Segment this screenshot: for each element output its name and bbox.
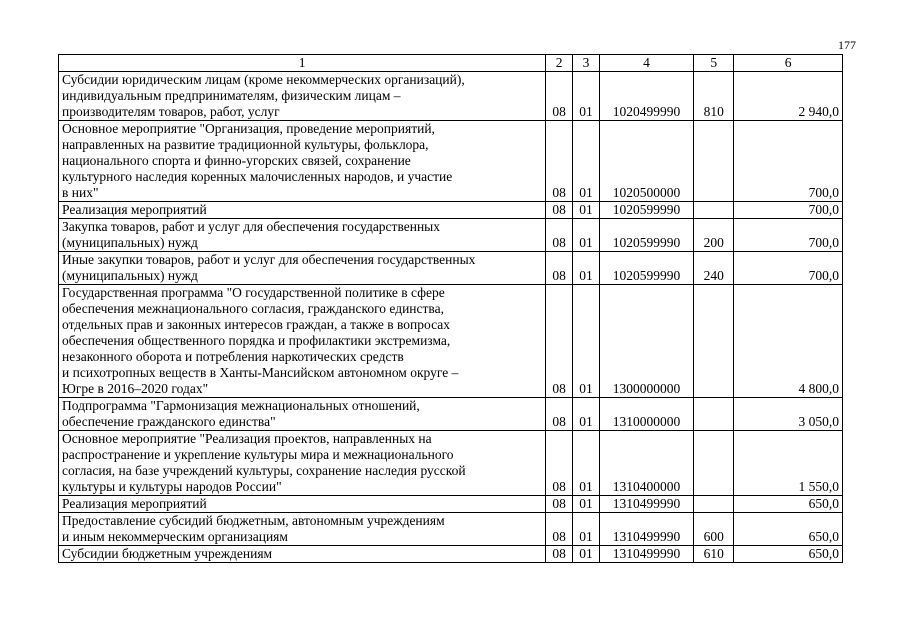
target-article-cell: 1020599990 bbox=[599, 202, 693, 219]
subsection-cell: 01 bbox=[573, 496, 600, 513]
expense-type-cell bbox=[694, 496, 734, 513]
description-cell: Иные закупки товаров, работ и услуг для обеспечения государственных (муниципальных) нужд bbox=[59, 252, 546, 285]
subsection-cell: 01 bbox=[573, 513, 600, 546]
section-cell: 08 bbox=[546, 285, 573, 398]
table-row bbox=[59, 398, 843, 431]
table-row bbox=[59, 219, 843, 252]
header-cell-6: 6 bbox=[734, 55, 843, 72]
header-cell-5: 5 bbox=[694, 55, 734, 72]
subsection-cell: 01 bbox=[573, 202, 600, 219]
table-row bbox=[59, 285, 843, 398]
section-cell: 08 bbox=[546, 121, 573, 202]
subsection-cell: 01 bbox=[573, 121, 600, 202]
target-article-cell: 1020599990 bbox=[599, 219, 693, 252]
amount-cell: 700,0 bbox=[734, 252, 843, 285]
subsection-cell: 01 bbox=[573, 72, 600, 121]
table-row bbox=[59, 72, 843, 121]
section-cell: 08 bbox=[546, 252, 573, 285]
table-row bbox=[59, 513, 843, 546]
section-cell: 08 bbox=[546, 219, 573, 252]
table-row bbox=[59, 252, 843, 285]
amount-cell: 650,0 bbox=[734, 496, 843, 513]
budget-table bbox=[58, 54, 843, 563]
amount-cell: 4 800,0 bbox=[734, 285, 843, 398]
amount-cell: 2 940,0 bbox=[734, 72, 843, 121]
description-cell: Реализация мероприятий bbox=[59, 202, 546, 219]
table-row bbox=[59, 496, 843, 513]
expense-type-cell bbox=[694, 121, 734, 202]
section-cell: 08 bbox=[546, 496, 573, 513]
target-article-cell: 1020499990 bbox=[599, 72, 693, 121]
expense-type-cell: 200 bbox=[694, 219, 734, 252]
target-article-cell: 1310499990 bbox=[599, 546, 693, 563]
page-number: 177 bbox=[838, 38, 856, 52]
subsection-cell: 01 bbox=[573, 252, 600, 285]
description-cell: Основное мероприятие "Организация, проведение мероприятий, направленных на развитие традиционной культуры, фольклора, национального спорта и финно-угорских связей, сохранение культурного наследия коренных малочисленных народов, и участие в них" bbox=[59, 121, 546, 202]
subsection-cell: 01 bbox=[573, 219, 600, 252]
amount-cell: 700,0 bbox=[734, 219, 843, 252]
amount-cell: 700,0 bbox=[734, 121, 843, 202]
target-article-cell: 1310499990 bbox=[599, 496, 693, 513]
header-cell-1: 1 bbox=[59, 55, 546, 72]
description-cell: Закупка товаров, работ и услуг для обеспечения государственных (муниципальных) нужд bbox=[59, 219, 546, 252]
description-cell: Реализация мероприятий bbox=[59, 496, 546, 513]
target-article-cell: 1310400000 bbox=[599, 431, 693, 496]
section-cell: 08 bbox=[546, 72, 573, 121]
subsection-cell: 01 bbox=[573, 546, 600, 563]
expense-type-cell: 610 bbox=[694, 546, 734, 563]
section-cell: 08 bbox=[546, 431, 573, 496]
header-row bbox=[59, 55, 843, 72]
table-row bbox=[59, 202, 843, 219]
subsection-cell: 01 bbox=[573, 398, 600, 431]
target-article-cell: 1020500000 bbox=[599, 121, 693, 202]
description-cell: Государственная программа "О государственной политике в сфере обеспечения межнационального согласия, гражданского единства, отдельных прав и законных интересов граждан, а также в вопросах обеспечения общественного порядка и профилактики экстремизма, незаконного оборота и потребления наркотических средств и психотропных веществ в Ханты-Мансийском автономном округе – Югре в 2016–2020 годах" bbox=[59, 285, 546, 398]
description-cell: Основное мероприятие "Реализация проектов, направленных на распространение и укрепление культуры мира и межнационального согласия, на базе учреждений культуры, сохранение наследия русской культуры и культуры народов России" bbox=[59, 431, 546, 496]
header-cell-3: 3 bbox=[573, 55, 600, 72]
description-cell: Предоставление субсидий бюджетным, автономным учреждениям и иным некоммерческим организациям bbox=[59, 513, 546, 546]
description-cell: Субсидии юридическим лицам (кроме некоммерческих организаций), индивидуальным предпринимателям, физическим лицам – производителям товаров, работ, услуг bbox=[59, 72, 546, 121]
target-article-cell: 1310000000 bbox=[599, 398, 693, 431]
section-cell: 08 bbox=[546, 202, 573, 219]
target-article-cell: 1300000000 bbox=[599, 285, 693, 398]
target-article-cell: 1310499990 bbox=[599, 513, 693, 546]
expense-type-cell bbox=[694, 431, 734, 496]
table-row bbox=[59, 431, 843, 496]
subsection-cell: 01 bbox=[573, 431, 600, 496]
expense-type-cell bbox=[694, 202, 734, 219]
header-cell-4: 4 bbox=[599, 55, 693, 72]
section-cell: 08 bbox=[546, 398, 573, 431]
subsection-cell: 01 bbox=[573, 285, 600, 398]
expense-type-cell bbox=[694, 398, 734, 431]
expense-type-cell: 810 bbox=[694, 72, 734, 121]
amount-cell: 3 050,0 bbox=[734, 398, 843, 431]
section-cell: 08 bbox=[546, 513, 573, 546]
description-cell: Подпрограмма "Гармонизация межнациональных отношений, обеспечение гражданского единства" bbox=[59, 398, 546, 431]
section-cell: 08 bbox=[546, 546, 573, 563]
expense-type-cell bbox=[694, 285, 734, 398]
table-row bbox=[59, 546, 843, 563]
amount-cell: 650,0 bbox=[734, 513, 843, 546]
table-row bbox=[59, 121, 843, 202]
target-article-cell: 1020599990 bbox=[599, 252, 693, 285]
description-cell: Субсидии бюджетным учреждениям bbox=[59, 546, 546, 563]
amount-cell: 1 550,0 bbox=[734, 431, 843, 496]
amount-cell: 700,0 bbox=[734, 202, 843, 219]
header-cell-2: 2 bbox=[546, 55, 573, 72]
amount-cell: 650,0 bbox=[734, 546, 843, 563]
expense-type-cell: 240 bbox=[694, 252, 734, 285]
expense-type-cell: 600 bbox=[694, 513, 734, 546]
